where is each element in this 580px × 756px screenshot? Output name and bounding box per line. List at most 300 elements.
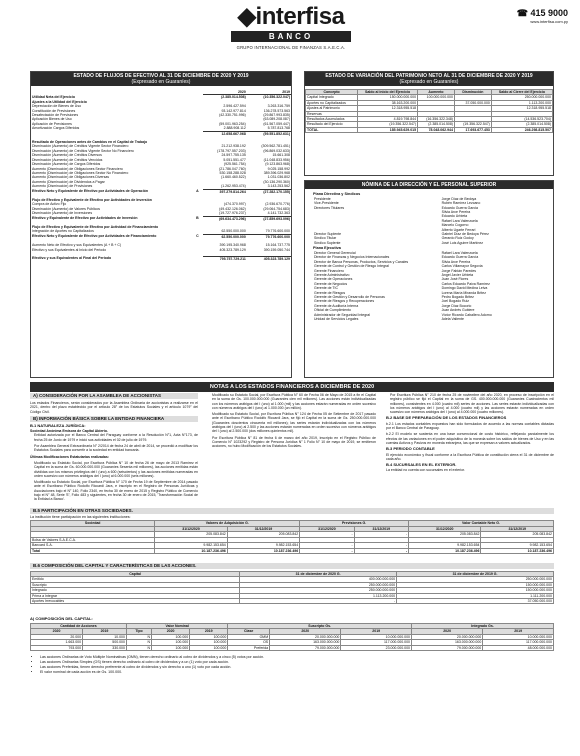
b5-cell: 205.083.842 [481, 532, 554, 537]
board-role: Presidente [314, 196, 331, 201]
cashflow-mark [192, 248, 202, 252]
cashflow-value-2019: 136.278.573.563 [263, 108, 290, 113]
group-name: GRUPO INTERNACIONAL DE FINANZAS S.A.E.C.A. [236, 45, 346, 50]
a1-cell: 100.000 [190, 640, 228, 645]
equity-cell: (19.356.322.547) [358, 122, 418, 127]
b6-section [30, 563, 554, 604]
cashflow-value-2020: (178.797.557.203) [217, 148, 246, 153]
cashflow-col-2019: 2019 [282, 90, 290, 94]
b5-cell: 205.083.842 [227, 532, 299, 537]
b5-intro: La institución tiene participación en las siguientes instituciones: [30, 515, 131, 519]
b5-cell: 10.187.236.496 [481, 548, 554, 553]
equity-cell: 37.050.000.000 [454, 100, 491, 105]
a1-subheader: 2019 [483, 629, 554, 634]
cashflow-value-2020: 24.597.755.135 [221, 153, 246, 158]
section-b-heading: B) INFORMACIÓN BÁSICA SOBRE LA ENTIDAD FINANCIERA [30, 416, 198, 422]
board-person: Marcelo Cogorno [441, 223, 469, 228]
section-a-text: Los estados Financieros, serán considerados por la Asamblea Ordinaria de accionistas a realizarse en el 2021, dentro del plazo establecido por el artículo 28° de los Estatutos Sociales y el artículo 1079° del Código Civil. [30, 401, 198, 414]
cashflow-row [31, 189, 291, 194]
equity-cell: 150.000.000.000 [358, 95, 418, 100]
bank-logo [208, 5, 374, 50]
a1-subheader: 2020 [152, 629, 190, 634]
a1-header: Suscripto Gs. [228, 624, 412, 629]
cashflow-value-2019: (30.136.290.360) [263, 179, 290, 184]
b6-cell: 400.000.000.000 [240, 577, 397, 582]
cashflow-mark: A [196, 189, 199, 194]
b1-subheading: Sociedad Anónima Emisora de Capital Abierto. [30, 429, 108, 434]
cashflow-value-2019: (27.859.693.096) [247, 216, 291, 221]
cashflow-value-2019: 1.031.036.802 [267, 175, 290, 180]
a1-cell: 100.000 [152, 634, 190, 639]
page-header [0, 0, 580, 58]
board-role: Director de Banca Personas, Productos, Servicios y Canales [314, 259, 409, 264]
cashflow-value-2019: 15.661.308 [272, 153, 290, 158]
b5-section [30, 508, 554, 554]
equity-cell: (16.356.322.348) [418, 117, 455, 122]
board-row [313, 241, 545, 245]
a1-header: Valor Nominal [126, 624, 227, 629]
cashflow-mark [192, 256, 202, 261]
cashflow-value-2020: 21.212.938.192 [221, 144, 246, 149]
a1-subheader: 2019 [341, 629, 412, 634]
cashflow-value-2019: (10.356.322.047) [247, 95, 291, 100]
a1-cell: 500.000 [83, 640, 127, 645]
cashflow-mark: B [196, 216, 199, 221]
cashflow-label: Flujo de Efectivo y Equivalente de Efectivo por Actividades de Inversión [32, 197, 152, 202]
cashflow-label: Disminución (Aumento) de Créditos Vigente Sector No Financiero [32, 148, 134, 153]
equity-cell: 38.163.200.000 [358, 100, 418, 105]
board-role: Oficial de Cumplimiento [314, 308, 351, 313]
notes-col2 [208, 393, 376, 451]
equity-cell: 250.000.000.000 [491, 95, 552, 100]
b22-text: b.2.2 El modelo se sustenta en una base convencional de costo histórico, reflejando parcialmente los efectos de las variaciones en el poder adquisitivo de la moneda sobre los saldos de bienes de Uso y en las cuentas Activos y Pasivos en moneda extranjera, las que se expresan a valores actualizados. [386, 432, 554, 445]
cashflow-value-2020: (925.561.754) [223, 162, 246, 167]
a1-cell: Preferida [228, 645, 270, 650]
a1-cell: 23.000.000.000 [341, 645, 412, 650]
b6-cell: 250.000.000.000 [397, 577, 554, 582]
board-title: NÓMINA DE LA DIRECCIÓN Y EL PERSONAL SUPERIOR [305, 181, 553, 189]
a1-section [30, 616, 554, 675]
contact-block [517, 8, 568, 24]
b6-row [31, 599, 554, 604]
b4-text: La entidad no cuenta con sucursales en el exterior. [386, 468, 465, 473]
cashflow-label: Depreciación de Bienes de Uso [32, 104, 82, 109]
b6-cell: Aportes Irrevocables [31, 599, 240, 604]
b5-cell: 205.083.842 [155, 532, 227, 537]
equity-header: Saldo al inicio del Ejercicio [358, 90, 418, 95]
cashflow-label: Efectivo y sus Equivalentes al Final del Periodo [32, 256, 112, 260]
c3-paragraph: Por Escritura Pública N° 210 de fecha 25 de noviembre del año 2020, en proceso de inscripción en el registro público se fijó el Capital en la suma de GS. 400.000.000.000 (Guaraníes Cuatrocientos mil millones), consistentes en 4.000 (cuatro mil) series de acciones. Las series estarán individualizadas con los números arábigos del I (uno) al 4.000 (cuatro mil) y las acciones estarán numeradas en orden sucesivo con números arábigos del I (uno) al 4.000.000 (cuatro millones). [390, 393, 554, 415]
cashflow-label: Efectivo Neto y Equivalente de Efectivo por Actividades de Financiamiento [32, 234, 157, 239]
board-role: Gerente de Gestión y Desarrollo de Personas [314, 295, 385, 299]
b5-cell: 9.982.153.654 [481, 543, 554, 548]
cashflow-value-2020: (21.786.047.760) [219, 166, 246, 171]
cashflow-label: Efectivo Neto y Equivalente de Efectivo por Actividades de Operación [32, 189, 148, 194]
a1-cell: 20.000 [31, 634, 83, 639]
board-role: Director Suplente [314, 231, 342, 236]
equity-cell: 12.318.955.518 [491, 106, 552, 111]
b6-cell: Prima a Integrar [31, 593, 240, 598]
a1-subheader: Clase [228, 629, 270, 634]
board-list [305, 189, 553, 324]
cashflow-value-2020: (19.727.976.237) [219, 211, 246, 216]
board-person: Ángel Javier Urbieta [441, 272, 474, 277]
cashflow-label: Disminución (Aumento) de Valores Públicos [32, 206, 101, 211]
b5-table [30, 520, 554, 553]
c2-paragraph: Modificado su Estatuto Social, por Escritura Pública N° 60 de Fecha 06 de Mayo de 2015 a fin el Capital en la suma de Gs. 100.000.000.000 (Guaraníes cien mil millones). Las acciones están individualizadas con los números arábigos del I (uno) al 1.000 (mil) y las acciones estarán numeradas en orden sucesivo con números arábigos del I (uno) al 1.000.000 (un millón). [212, 393, 376, 410]
cashflow-value-2019: 389.396.029.968 [263, 170, 290, 175]
b5-header: Previsiones G. [300, 521, 409, 526]
cashflow-label: Compra de Activo Fijo [32, 202, 67, 207]
brand-sub: BANCO [231, 31, 351, 42]
equity-cell: (14.536.523.704) [491, 117, 552, 122]
c2-paragraph: Modificado su Estatuto Social, por Escritura Pública N° 124 de Fecha 05 de Setiembre de 2017 pasado ante el Escribano Público Rodolfo Riccardi Jara, se fijó el Capital en la suma de Gs. 250.000.000.000 (Guaraníes doscientos cincuenta mil millones); las series estarán individualizadas con los números arábigos del I (uno) al 2.500 y las acciones estarán numeradas en orden sucesivo con números arábigos del I (uno) al 2.500.000 (dos millones quinientos mil). [212, 412, 376, 434]
cashflow-value-2019: (27.282.170.155) [247, 189, 291, 194]
b6-cell: Integrado [31, 588, 240, 593]
cashflow-col-2020: 2020 [237, 90, 246, 94]
board-panel [304, 180, 554, 378]
board-role: Gerente de Riesgos [314, 290, 346, 295]
b5-cell: Total [31, 548, 155, 553]
a1-subheader: 2020 [412, 629, 483, 634]
a1-header: Cantidad de Acciones [31, 624, 127, 629]
a1-cell: 1.663.000 [31, 640, 83, 645]
b6-cell: - [240, 599, 397, 604]
a1-cell: 10.000.000.000 [341, 634, 412, 639]
board-role: Gerente de Auditoría Interna [314, 303, 359, 308]
b5-cell: 10.187.236.496 [227, 548, 299, 553]
a1-cell: 100.000 [190, 634, 228, 639]
equity-cell: (19.356.322.547) [454, 122, 491, 127]
b5-subheader: 31/12/2020 [409, 526, 481, 531]
a1-cell: 10.000 [83, 634, 127, 639]
b21-text: b.2.1 Los estados contables expuestos han sido formulados de acuerdo a las normas contables dictadas por el Banco Central de Paraguay. [386, 421, 554, 431]
c1-paragraph: Entidad autorizada por el Banco Central del Paraguay conforme a la Resolución N°1, Acta N°173, de fecha 25 de Junio de 1979 e inició sus actividades el 02 de julio de 1979. [34, 433, 198, 442]
board-role: Síndico Titular [314, 236, 337, 241]
a1-subheader: 2020 [31, 629, 83, 634]
board-role: Vice-Presidente [314, 201, 339, 206]
cashflow-value-2019: (11.048.833.956) [263, 157, 290, 162]
cashflow-label: Utilidad Neta del Ejercicio [32, 94, 75, 99]
b5-cell: - [300, 543, 354, 548]
equity-cell: 100.000.000.000 [418, 95, 455, 100]
a1-cell: N [126, 645, 151, 650]
cashflow-label: Flujo de Efectivo y Equivalente de Efectivo por Actividad de Financiamiento [32, 224, 159, 229]
cashflow-value-2019: 79.776.600.000 [265, 229, 290, 234]
b6-cell: 150.000.000.000 [397, 582, 554, 587]
cashflow-value-2020: (474.370.997) [223, 202, 246, 207]
board-person: Juan José Flores [441, 277, 469, 282]
a1-cell: 79.000.000.000 [270, 645, 341, 650]
cashflow-label: Disminución (Aumento) de Créditos Vigente Sector Financiero [32, 144, 129, 149]
cashflow-row [31, 131, 291, 136]
board-person: Gabriel Díaz de Bedoya Pérez [441, 231, 489, 236]
cashflow-value-2019: 405.323.789.129 [247, 256, 291, 261]
notes-title: NOTAS A LOS ESTADOS FINANCIEROS A DICIEMBRE DE 2020 [30, 382, 554, 392]
board-person: José Luis Aguirre Martínez [441, 240, 484, 245]
board-role: Director General Gerencial [314, 250, 356, 255]
website: www.interfisa.com.py [530, 19, 568, 25]
b5-subheader: 31/12/2020 [155, 526, 227, 531]
board-group2-title: Plana Ejecutiva [313, 246, 341, 251]
cashflow-panel [30, 71, 292, 378]
b5-cell: 9.982.153.654 [155, 543, 227, 548]
b5-cell: - [300, 548, 354, 553]
a1-table [30, 623, 554, 651]
b6-heading: B.6 COMPOSICIÓN DEL CAPITAL Y CARACTERÍSTICAS DE LAS ACCIONES. [30, 563, 554, 569]
b6-cell: 1.113.200.000 [240, 593, 397, 598]
c1-paragraph: Modificado su Estatuto Social, por Escritura Pública N° 10 de fecha 26 de mayo de 2013 Ramírez el Capital en la suma de Gs. 60.000.000.000 (Guaraníes Sesenta mil millones), las acciones emitidas están divididas con los mismos privilegios del I (uno) a 600 (seiscientos) y las acciones emitidas numeradas en orden sucesivo con números arábigos del I (uno) al 6.000.000 (seis millones). [34, 460, 198, 478]
cashflow-label [31, 131, 192, 136]
a1-heading: A) COMPOSICIÓN DEL CAPITAL: [30, 616, 93, 621]
a1-cell: 20.000.000.000 [270, 634, 341, 639]
board-role: Director de Finanzas y Negocios Internacionales [314, 255, 390, 260]
b2-heading: B.2 BASE DE PREPARACIÓN DE LOS ESTADOS FINANCIEROS [386, 415, 507, 421]
b5-cell: - [354, 543, 408, 548]
c1-paragraph: Modificado su Estatuto Social, por Escritura Pública N° 170 de Fecha 19 de Septiembre de 2014 pasado ante el Escribano Público Rodolfo Riccardi Jara, e inscripto en el Registro de Personas Jurídicas y Asociaciones bajo el N° 140, Folio 2340, en fecha 30 de enero de 2015 y Registro Público de Comercio bajo el N° 48, Serie 'E', Folio 483 y siguientes, en fecha 30 de enero de 2015, 'Transformación Social de la Entidad a Banco'. [34, 480, 198, 502]
board-person: Gerardo Ruiz Godoy [441, 236, 474, 241]
a1-subheader: 2019 [190, 629, 228, 634]
c2-paragraph: Por Escritura Pública N° 81 de fecha 6 de marzo del año 2019, inscripto en el Registro Público de Comercio N° 1023292 y Registro de Persona Jurídica N° 1 Folio N° 10 de mayo de 2019, se emitieron acciones, no hubo Modificación de los Estatutos Sociales. [212, 435, 376, 449]
board-role: Gerente de Negocios [314, 281, 348, 286]
cashflow-label: Aumento (Disminución) de Dividendos a Pagar [32, 179, 105, 184]
a1-cell: 48.000.000.000 [483, 645, 554, 650]
cashflow-value-2019: 9.025.158.992 [267, 166, 290, 171]
a1-subheader: Tipo [126, 629, 151, 634]
cashflow-value-2019: (9.123.863.968) [265, 162, 290, 167]
a1-cell: OMM [228, 634, 270, 639]
a1-cell: 117.000.000.000 [483, 640, 554, 645]
b3-text: El ejercicio económico y fiscal conforme a la Escritura Pública de constitución cierra el 31 de diciembre de cada año. [386, 452, 554, 461]
cashflow-value-2020: 93.142.977.814 [221, 108, 246, 113]
board-person: Pedro Bogado Britez [441, 295, 474, 299]
notes-col1 [30, 393, 198, 504]
c1-paragraph: Últimas Modificaciones Estatutarias realizadas: [30, 454, 109, 459]
a1-row [31, 645, 554, 650]
b6-cell: 250.000.000.000 [240, 588, 397, 593]
cashflow-title: ESTADO DE FLUJOS DE EFECTIVO AL 31 DE DICIEMBRE DE 2020 Y 2019 (Expresado en Guaraníes) [31, 72, 291, 86]
cashflow-value-2020: 397.279.814.264 [203, 189, 247, 194]
equity-cell: Resultados Acumulados [306, 117, 358, 122]
b6-cell: Emitido [31, 577, 240, 582]
cashflow-label: Desafectación de Previsiones [32, 113, 79, 118]
b5-cell: - [300, 532, 354, 537]
b5-header: Valores de Adquisición G. [155, 521, 300, 526]
board-person: Rafael Lara Valenzuela [441, 218, 478, 223]
cashflow-value-2020: 530.158.288.028 [219, 170, 246, 175]
b1-heading: B.1 NATURALEZA JURÍDICA: [30, 422, 86, 428]
cashflow-value-2020: 5.051.551.477 [223, 157, 246, 162]
cashflow-value-2020: 62.550.000.000 [203, 234, 247, 239]
board-role: Directores Titulares [314, 205, 345, 210]
board-person: Jorge Díaz Bocorio [441, 303, 472, 308]
b5-subheader: 31/12/2020 [300, 526, 354, 531]
cashflow-value-2019: (309.562.781.451) [261, 144, 290, 149]
b6-cell: 1.111.200.000 [397, 593, 554, 598]
equity-cell: 78.048.062.944 [418, 127, 455, 132]
cashflow-row [31, 248, 291, 252]
board-role: Administrador de Seguridad Integral [314, 312, 371, 317]
board-person: Rubén Ramírez Lezcano [441, 201, 481, 206]
cashflow-value-2020: (69.634.473.296) [203, 216, 247, 221]
notes-col3 [386, 393, 554, 475]
board-person: Víctor Ricardo Caballero Adorno [441, 312, 492, 317]
b6-cell: Suscripto [31, 582, 240, 587]
b5-cell: Bancard S.A. [31, 543, 155, 548]
cashflow-row [31, 216, 291, 221]
b6-table [30, 571, 554, 604]
cashflow-value-2019: 5.787.813.768 [267, 126, 290, 131]
equity-table [305, 89, 553, 133]
equity-row [306, 127, 553, 132]
cashflow-value-2019: 390.159.050.744 [263, 247, 290, 252]
section-a-heading: A) CONSIDERACIÓN POR LA ASAMBLEA DE ACCIONISTAS [30, 393, 198, 399]
a1-cell: 100.000 [190, 645, 228, 650]
board-group1-title: Plana Directiva y Síndicos [313, 192, 361, 196]
cashflow-row [31, 256, 291, 261]
board-person: Jorge Díaz de Bedoya [441, 196, 477, 201]
cashflow-value-2019: 3.263.316.759 [267, 104, 290, 109]
b5-cell: - [354, 548, 408, 553]
cashflow-value-2020: (2.385.014.508) [203, 95, 247, 100]
a1-cell: 793.000 [31, 645, 83, 650]
board-role: Gerente de TIC [314, 286, 339, 291]
board-person: Silvia Arce Pereira [441, 259, 471, 264]
cashflow-label: Disminución (Aumento) de Inversiones [32, 211, 93, 216]
cashflow-value-2020: (49.432.126.062) [219, 206, 246, 211]
cashflow-value-2019: (2.936.670.776) [265, 202, 290, 207]
a1-cell: 100.000 [152, 645, 190, 650]
share-note-item: • Las acciones Ordinarias de Voto Múltiple Nominativas (OMN), tienen derecho ordinario al cobro de dividendos y a cinco (5) votos por acción. [40, 655, 554, 660]
equity-header: Aumento [418, 90, 455, 95]
board-person: Alberto Ugarte Ferrari [441, 227, 476, 232]
equity-header: Disminución [454, 90, 491, 95]
b6-cell: 150.000.000.000 [397, 588, 554, 593]
a1-subheader: 2020 [270, 629, 341, 634]
equity-cell: Aportes no Capitalizados [306, 100, 358, 105]
a1-header: Integrado Gs. [412, 624, 554, 629]
b4-heading: B.4 SUCURSALES EN EL EXTERIOR. [386, 462, 457, 468]
equity-header: Saldo al Cierre del Ejercicio [491, 90, 552, 95]
equity-cell: 4.819.798.844 [358, 117, 418, 122]
cashflow-value-2019: (63.089.208.087) [263, 117, 290, 122]
cashflow-value-2019: (59.551.852.631) [247, 131, 291, 136]
equity-cell: Reservas [306, 111, 358, 116]
equity-cell: (2.385.014.508) [491, 122, 552, 127]
cashflow-value-2020: (59.001.963.254) [219, 121, 246, 126]
cashflow-row [31, 234, 291, 239]
board-person: Jorge Fabián Paredes [441, 268, 477, 273]
board-person: Rafael Lara Valenzuela [441, 250, 478, 255]
equity-cell: 185.945.629.015 [358, 127, 418, 132]
equity-header: Concepto [306, 90, 358, 95]
cashflow-label: Efectivo y sus Equivalentes al Inicio del Periodo [32, 247, 107, 252]
b5-cell: - [354, 532, 408, 537]
cashflow-label: Aumento (Disminución) de Obligaciones Sector Financiero [32, 166, 123, 171]
cashflow-value-2020: (1.660.460.522) [221, 175, 246, 180]
equity-cell: 17.693.677.453 [454, 127, 491, 132]
a1-cell: N [126, 640, 151, 645]
cashflow-value-2019: (29.064.754.683) [263, 206, 290, 211]
brand-name: ◆interfisa [237, 3, 345, 30]
equity-cell: 1.113.200.000 [491, 100, 552, 105]
cashflow-value-2020: 62.550.000.000 [221, 229, 246, 234]
cashflow-label: Aplicación de Previsiones [32, 121, 72, 126]
cashflow-label: Disminución (Aumento) de Créditos Vencidos [32, 157, 103, 162]
cashflow-table [31, 90, 291, 261]
board-role: Gerente de Riesgos y Recuperaciones [314, 299, 375, 304]
board-person: Carlos Eduardo Paiva Ramírez [441, 281, 490, 286]
b6-header: 31 de diciembre de 2020 G. [240, 572, 397, 577]
a1-cell: OS [228, 640, 270, 645]
cashflow-label: Disminución (Aumento) de Cargos Diferidos [32, 162, 101, 167]
b5-cell: 205.083.842 [409, 532, 481, 537]
board-person: Lorena María Miranda Britez [441, 290, 486, 295]
b5-cell: 9.982.153.654 [409, 543, 481, 548]
equity-cell: Ajustes al Patrimonio [306, 106, 358, 111]
cashflow-label: Aumento Neto de Efectivo y sus Equivalentes (A + B + C) [32, 243, 122, 248]
cashflow-value-2020: 405.323.789.129 [219, 247, 246, 252]
board-person: Juan Andrés Gubiere [441, 308, 475, 313]
cashflow-label: Disminución (Aumento) de Créditos Diversos [32, 153, 102, 158]
board-group2 [313, 251, 545, 322]
b6-cell: 250.000.000.000 [240, 582, 397, 587]
share-note-item: • El valor nominal de cada acción es de Gs. 100.000. [40, 670, 554, 675]
board-row [313, 317, 545, 321]
board-person: Adela Valiente [441, 317, 464, 322]
equity-cell: 12.318.955.518 [358, 106, 418, 111]
b5-cell: 10.187.236.496 [409, 548, 481, 553]
board-group1 [313, 197, 545, 245]
cashflow-label: Amortización Cargos Diferidos [32, 126, 80, 131]
b5-cell: 10.187.236.496 [155, 548, 227, 553]
b5-subheader: 31/12/2019 [227, 526, 299, 531]
a1-cell: N [126, 634, 151, 639]
cashflow-label: Aplicación Bienes de Uso [32, 117, 72, 122]
share-note-item: • Las acciones Preferidas, tienen derecho preferente al cobro de dividendos y sin derecho a uno (1) voto por cada acción. [40, 665, 554, 670]
cashflow-label: Aumento (Disminución) de Provisiones [32, 184, 93, 189]
b5-cell: Bolsa de Valores S.A.E.C.A. [31, 537, 155, 542]
b5-cell: 9.982.153.654 [227, 543, 299, 548]
cashflow-label: Ajustes a la Utilidad del Ejercicio [32, 99, 87, 104]
board-role: Gerente Administrativo [314, 272, 350, 277]
b3-heading: B.3 PERIODO CONTABLE [386, 446, 435, 452]
board-person: Joel Bogado Ruiz [441, 299, 470, 304]
cashflow-value-2019: 79.776.600.000 [247, 234, 291, 239]
a1-cell: 163.000.000.000 [270, 640, 341, 645]
b6-header: Capital [31, 572, 240, 577]
board-person: Eduardo Guerra García [441, 255, 479, 260]
board-role: Unidad de Servicios Legales [314, 317, 359, 322]
a1-cell: 100.000 [152, 640, 190, 645]
a1-cell: 163.000.000.000 [412, 640, 483, 645]
b5-header: Valor Contable Neto G. [409, 521, 554, 526]
cashflow-value-2019: (61.567.059.447) [263, 121, 290, 126]
cashflow-label: Efectivo y Equivalente de Efectivo por Actividades de Inversión [32, 216, 138, 221]
cashflow-value-2020: (1.262.953.474) [221, 184, 246, 189]
cashflow-value-2020: (42.330.751.996) [219, 113, 246, 118]
cashflow-label: Resultado de Operaciones antes de Cambios en el Capital de Trabajo [32, 140, 148, 145]
board-person: Carlos Villamayor Segovia [441, 264, 483, 269]
a1-subheader: 2019 [83, 629, 127, 634]
share-notes [40, 655, 554, 675]
a1-cell: 10.000.000.000 [483, 634, 554, 639]
cashflow-value-2019: (96.869.032.633) [263, 148, 290, 153]
board-role: Gerente de Operaciones [314, 277, 353, 282]
equity-panel [304, 71, 554, 176]
b5-header: Sociedad [31, 521, 155, 526]
cashflow-value-2019: 15.164.737.775 [265, 243, 290, 248]
